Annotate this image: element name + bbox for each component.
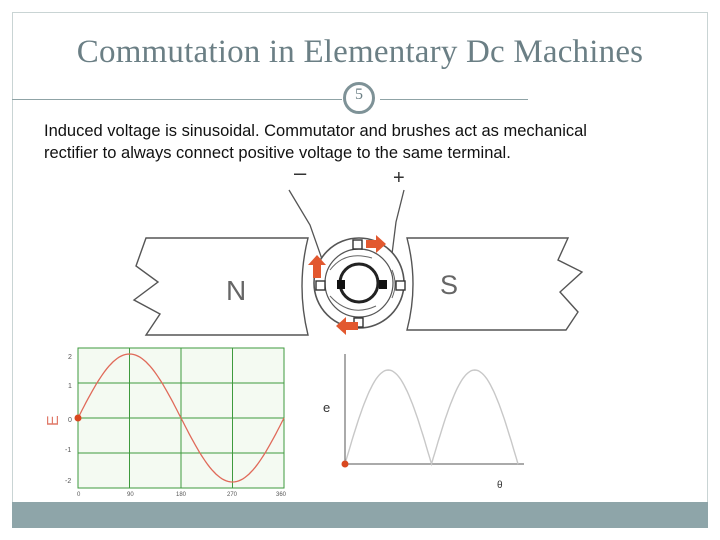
slide-number: 5 <box>355 86 363 103</box>
rectified-xlabel: θ <box>497 480 503 490</box>
sine-xtick-180: 180 <box>176 492 187 498</box>
sine-voltage-plot <box>40 340 302 500</box>
rectified-curve <box>345 370 518 464</box>
sine-ytick-2: 2 <box>68 354 72 361</box>
sine-ytick-0: 0 <box>68 417 72 424</box>
slide-title: Commutation in Elementary Dc Machines <box>76 34 644 70</box>
brush-left <box>337 280 345 289</box>
brush-right <box>379 280 387 289</box>
north-pole-label: N <box>226 275 247 306</box>
conductor-top <box>353 240 362 249</box>
north-pole <box>134 238 308 335</box>
sine-start-marker <box>75 415 82 422</box>
conductor-right <box>396 281 405 290</box>
sine-plot-ylabel: E <box>45 415 62 426</box>
rectified-voltage-plot <box>316 350 526 490</box>
footer-bar <box>12 502 708 528</box>
south-pole <box>407 238 582 330</box>
south-pole-label: S <box>440 270 459 300</box>
minus-terminal-label: – <box>294 160 307 185</box>
body-line-1: Induced voltage is sinusoidal. Commutator and brushes act as mechanical <box>44 122 587 140</box>
rectified-start-marker <box>342 461 349 468</box>
conductor-left <box>316 281 325 290</box>
sine-xtick-90: 90 <box>127 492 134 498</box>
sine-xtick-0: 0 <box>77 492 81 498</box>
sine-xtick-360: 360 <box>276 492 287 498</box>
plus-terminal-label: + <box>393 167 405 189</box>
rectified-ylabel: e <box>323 400 331 415</box>
sine-ytick-neg2: -2 <box>65 478 72 485</box>
commutator <box>340 264 378 302</box>
sine-ytick-neg1: -1 <box>65 447 72 454</box>
sine-ytick-1: 1 <box>68 383 72 390</box>
body-line-2: rectifier to always connect positive voltage to the same terminal. <box>44 144 511 162</box>
sine-xtick-270: 270 <box>227 492 238 498</box>
